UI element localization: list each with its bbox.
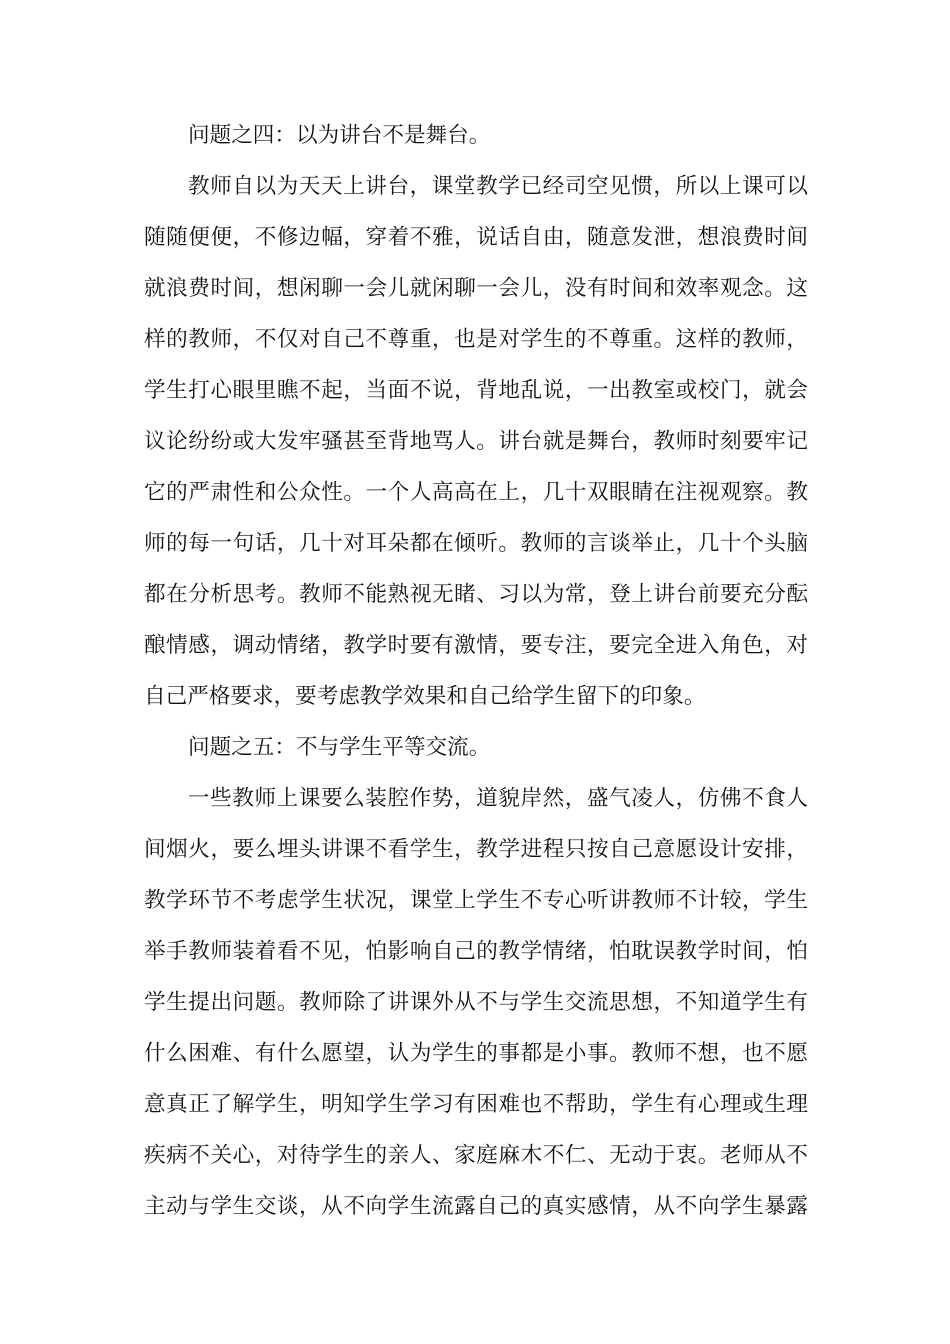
paragraph-line: 样的教师，不仅对自己不尊重，也是对学生的不尊重。这样的教师， <box>144 327 808 352</box>
heading-problem-five: 问题之五：不与学生平等交流。 <box>188 735 491 760</box>
paragraph-line: 疾病不关心，对待学生的亲人、家庭麻木不仁、无动于衷。老师从不 <box>144 1143 808 1168</box>
paragraph-line: 议论纷纷或大发牢骚甚至背地骂人。讲台就是舞台，教师时刻要牢记 <box>144 429 808 454</box>
paragraph-line: 什么困难、有什么愿望，认为学生的事都是小事。教师不想，也不愿 <box>144 1041 808 1066</box>
paragraph-line: 意真正了解学生，明知学生学习有困难也不帮助，学生有心理或生理 <box>144 1092 808 1117</box>
heading-problem-four: 问题之四：以为讲台不是舞台。 <box>188 123 491 148</box>
paragraph-line: 师的每一句话，几十对耳朵都在倾听。教师的言谈举止，几十个头脑 <box>144 531 808 556</box>
paragraph-line: 都在分析思考。教师不能熟视无睹、习以为常，登上讲台前要充分酝 <box>144 582 808 607</box>
paragraph-line: 酿情感，调动情绪，教学时要有激情，要专注，要完全进入角色，对 <box>144 633 808 658</box>
paragraph-line: 就浪费时间，想闲聊一会儿就闲聊一会儿，没有时间和效率观念。这 <box>144 276 808 301</box>
paragraph-line: 主动与学生交谈，从不向学生流露自己的真实感情，从不向学生暴露 <box>144 1194 808 1219</box>
paragraph-line: 学生提出问题。教师除了讲课外从不与学生交流思想，不知道学生有 <box>144 990 808 1015</box>
paragraph-line: 教师自以为天天上讲台，课堂教学已经司空见惯，所以上课可以 <box>188 174 808 199</box>
paragraph-line: 学生打心眼里瞧不起，当面不说，背地乱说，一出教室或校门，就会 <box>144 378 808 403</box>
paragraph-line: 一些教师上课要么装腔作势，道貌岸然，盛气凌人，仿佛不食人 <box>188 786 808 811</box>
paragraph-line: 自己严格要求，要考虑教学效果和自己给学生留下的印象。 <box>144 684 706 709</box>
paragraph-line: 它的严肃性和公众性。一个人高高在上，几十双眼睛在注视观察。教 <box>144 480 808 505</box>
paragraph-line: 间烟火，要么埋头讲课不看学生，教学进程只按自己意愿设计安排， <box>144 837 808 862</box>
paragraph-line: 教学环节不考虑学生状况，课堂上学生不专心听讲教师不计较，学生 <box>144 888 808 913</box>
paragraph-line: 随随便便，不修边幅，穿着不雅，说话自由，随意发泄，想浪费时间 <box>144 225 808 250</box>
paragraph-line: 举手教师装着看不见，怕影响自己的教学情绪，怕耽误教学时间，怕 <box>144 939 808 964</box>
